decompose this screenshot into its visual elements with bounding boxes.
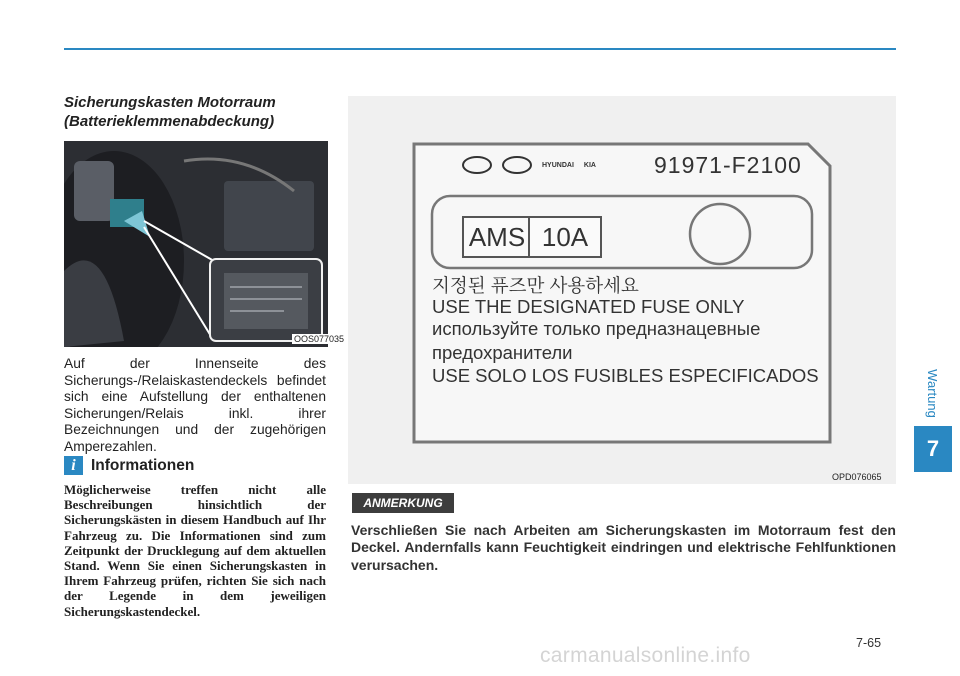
label-ams: AMS bbox=[462, 216, 532, 258]
info-text: Möglicherweise treffen nicht alle Beschreibungen hinsichtlich der Sicherungskästen in diesem Handbuch auf Ihr Fahrzeug zu. Die Informationen sind zum Zeitpunkt der Drucklegung auf dem aktuellen Stand. Wenn Sie einen Sicherungskasten in Ihrem Fahrzeug prüfen, richten Sie sich nach der Legende in dem jeweiligen Sicherungskastendeckel. bbox=[64, 482, 326, 619]
label-korean-text: 지정된 퓨즈만 사용하세요 bbox=[432, 275, 639, 296]
section-body-text: Auf der Innenseite des Sicherungs-/Relaiskastendeckels befindet sich eine Aufstellung der enthaltenen Sicherungen/Relais inkl. ihrer Bezeichnungen und der zugehörigen Amperezahlen. bbox=[64, 356, 326, 454]
chapter-side-label: Wartung bbox=[924, 368, 940, 418]
hyundai-logo-icon bbox=[462, 156, 492, 174]
kia-logo-icon bbox=[502, 156, 532, 174]
section-title-line-2: (Batterieklemmenabdeckung) bbox=[64, 113, 275, 130]
label-russian-text-2: предохранители bbox=[432, 342, 573, 363]
label-amperage: 10A bbox=[528, 216, 602, 258]
engine-bay-illustration bbox=[64, 141, 328, 347]
label-spanish-text: USE SOLO LOS FUSIBLES ESPECIFICADOS bbox=[432, 365, 819, 386]
section-title-line-1: Sicherungskasten Motorraum bbox=[64, 94, 276, 111]
section-title bbox=[64, 93, 334, 131]
watermark: carmanualsonline.info bbox=[540, 644, 751, 667]
label-logos bbox=[462, 156, 596, 174]
label-reference-code: OPD076065 bbox=[832, 472, 882, 482]
photo-reference-code: OOS077035 bbox=[294, 334, 345, 344]
hyundai-wordmark: HYUNDAI bbox=[542, 161, 574, 169]
chapter-tab: 7 bbox=[914, 426, 952, 472]
kia-wordmark: KIA bbox=[583, 161, 596, 169]
info-header bbox=[64, 456, 194, 475]
label-english-text: USE THE DESIGNATED FUSE ONLY bbox=[432, 296, 745, 317]
label-russian-text-1: используйте только предназнацевные bbox=[432, 318, 761, 339]
engine-bay-photo bbox=[64, 141, 328, 347]
info-icon: i bbox=[64, 456, 83, 475]
header-rule bbox=[64, 48, 896, 50]
page-number: 7-65 bbox=[856, 636, 882, 650]
info-title: Informationen bbox=[91, 456, 195, 474]
notice-text: Verschließen Sie nach Arbeiten am Sicherungskasten im Motorraum fest den Deckel. Andernfalls kann Feuchtigkeit eindringen und elektrische Fehlfunktionen verursachen. bbox=[351, 522, 896, 573]
notice-badge: ANMERKUNG bbox=[352, 493, 454, 513]
label-part-number: 91971-F2100 bbox=[654, 152, 802, 178]
